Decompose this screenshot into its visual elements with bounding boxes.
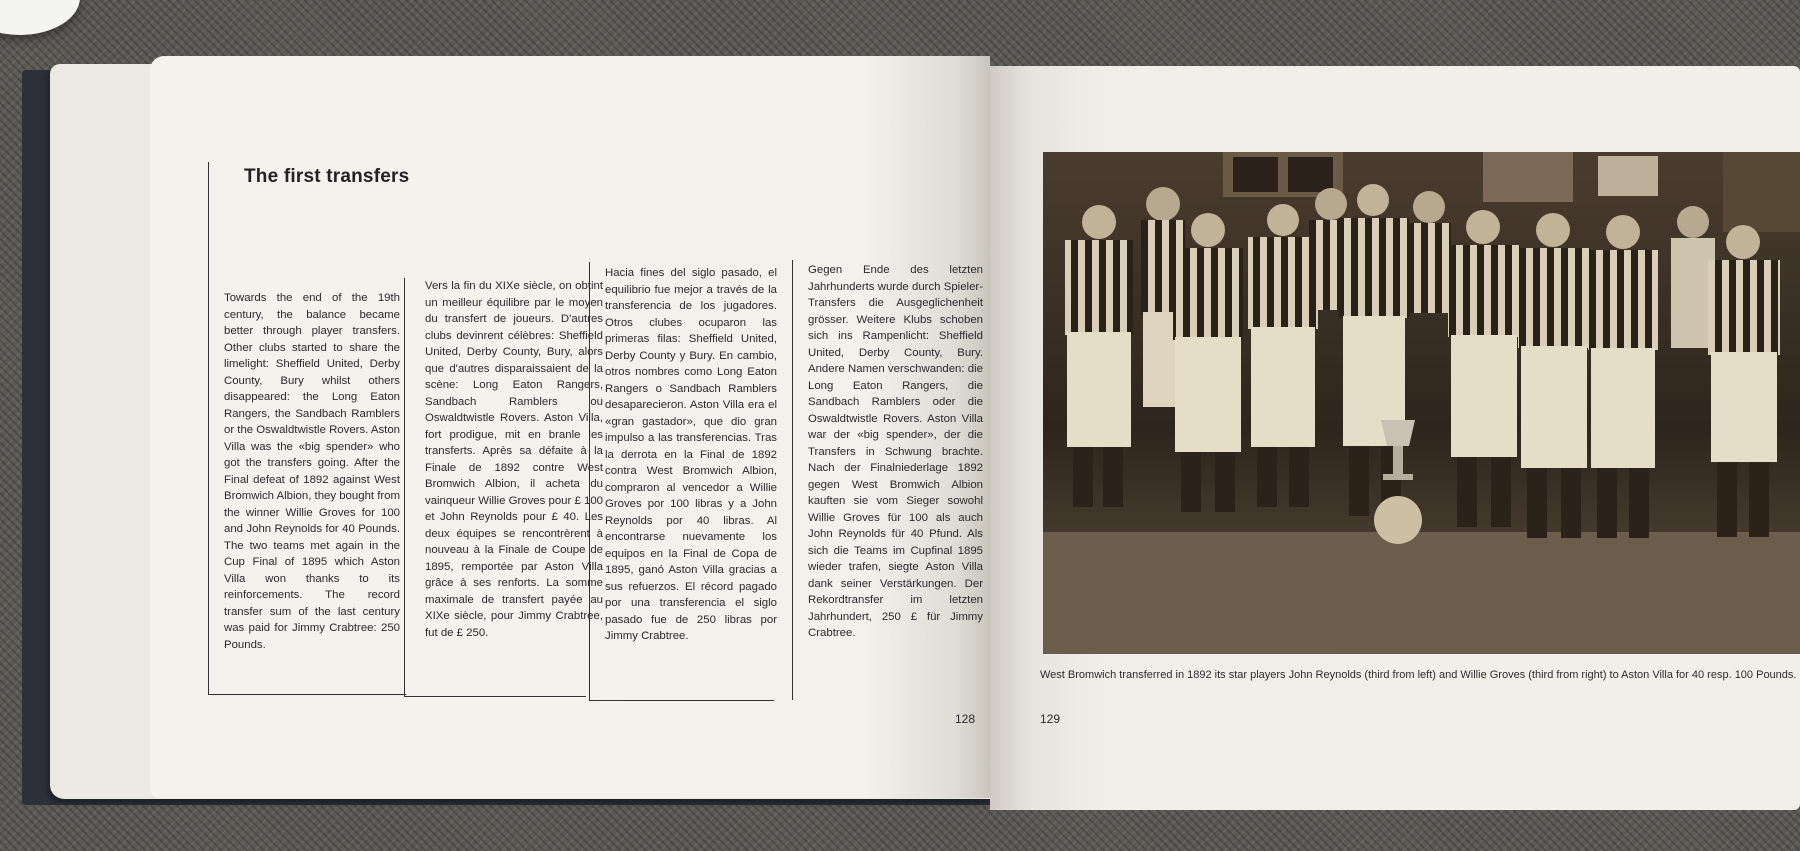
column-rule (208, 194, 209, 694)
text-column-spanish: Hacia fines del siglo pasado, el equilibrio fue mejor a través de la transferencia de los jugadores. Otros clubes ocuparon las primeras filas: Sheffield United, Derby County y Bury. En cambio, otros nombres como Long Eaton Rangers o Sandbach Ramblers desaparecieron. Aston Villa era el «gran gastador», que dio gran impulso a las transferencias. Tras la derrota en la Final de 1892 contra West Bromwich Albion, compraron al vencedor a Willie Groves por 100 libras y a John Reynolds por 40 libras. Al encontrarse nuevamente los equipos en la Final de Copa de 1895, ganó Aston Villa gracias a sus refuerzos. El récord pagado por una transferencia el siglo pasado fue de 250 libras por Jimmy Crabtree. (605, 267, 777, 642)
page-number-left: 128 (955, 712, 976, 726)
column-rule (208, 694, 406, 695)
cup-rim (0, 0, 80, 35)
team-photograph-image (1043, 152, 1800, 654)
text-column-german: Gegen Ende des letzten Jahrhunderts wurde durch Spieler-Transfers die Ausgeglichenheit grösser. Weitere Klubs schoben sich ins Rampenlicht: Sheffield United, Derby County, Bury. Andere Namen verschwanden: die Long Eaton Rangers, die Sandbach Ramblers oder die Oswaldtwistle Rovers. Aston Villa war der «big spender», der die Transfers in Schwung brachte. Nach der Finalniederlage 1892 gegen West Bromwich Albion kauften sie vom Sieger sowohl Willie Groves für 100 als auch John Reynolds für 40 Pfund. Als sich die Teams im Cupfinal 1895 wieder trafen, siegte Aston Villa dank seiner Verstärkungen. Der Rekordtransfer im letzten Jahrhundert, 250 £ für Jimmy Crabtree. (808, 264, 983, 639)
title-rule-top (208, 162, 209, 194)
column-rule (404, 278, 405, 696)
football (1374, 496, 1422, 544)
page-number-right: 129 (1040, 712, 1061, 726)
page-title: The first transfers (244, 166, 410, 187)
team-photograph (1043, 152, 1800, 654)
photo-caption: West Bromwich transferred in 1892 its star players John Reynolds (third from left) and Willie Groves (third from right) to Aston Villa for 40 resp. 100 Pounds. (1040, 669, 1797, 681)
text-column-english: Towards the end of the 19th century, the balance became better through player transfers. Other clubs started to share the limelight: Sheffield United, Derby County, Bury whilst others disappeared: the Long Eaton Rangers, the Sandbach Ramblers or the Oswaldtwistle Rovers. Aston Villa was the «big spender» who got the transfers going. After the Final defeat of 1892 against West Bromwich Albion, they bought from the winner Willie Groves for 100 and John Reynolds for 40 Pounds. The two teams met again in the Cup Final of 1895 which Aston Villa won thanks to its reinforcements. The record transfer sum of the last century was paid for Jimmy Crabtree: 250 Pounds. (224, 292, 401, 651)
column-rule (404, 696, 586, 697)
text-column-french: Vers la fin du XIXe siècle, on obtint un meilleur équilibre par le moyen du transfert de joueurs. D'autres clubs devinrent célèbres: Sheffield United, Derby County, Bury, alors que d'autres disparaissaient de la scène: Long Eaton Rangers, Sandbach Ramblers ou Oswaldtwistle Rovers. Aston Villa, fort prodigue, mit en branle les transferts. Après sa défaite à la Finale de 1892 contre West Bromwich Albion, il acheta du vainqueur Willie Groves pour £ 100 et John Reynolds pour £ 40. Les deux équipes se rencontrèrent à nouveau à la Finale de Coupe de 1895, remportée par Aston Villa grâce à ses renforts. La somme maximale de transfert payée au XIXe siècle, pour Jimmy Crabtree, fut de £ 250. (425, 280, 603, 639)
column-rule (589, 700, 774, 701)
column-rule (792, 260, 793, 700)
